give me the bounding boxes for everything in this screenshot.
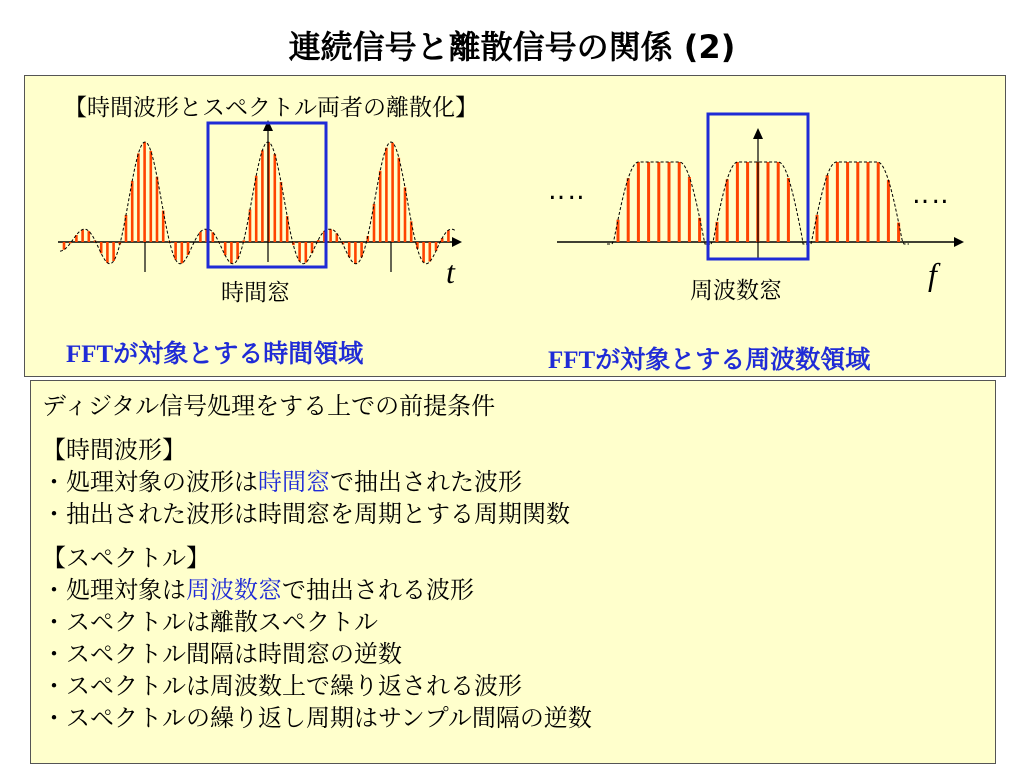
time-window-label: 時間窓 [221, 280, 290, 306]
spectrum-line-5: ・スペクトルの繰り返し周期はサンプル間隔の逆数 [42, 704, 592, 732]
spectrum-line-4: ・スペクトルは周波数上で繰り返される波形 [42, 672, 522, 700]
spectrum-line-3: ・スペクトル間隔は時間窓の逆数 [42, 640, 402, 668]
spectrum-heading: 【スペクトル】 [42, 544, 210, 572]
time-waveform-diagram [58, 120, 462, 272]
freq-window-label: 周波数窓 [690, 278, 782, 304]
fft-freq-domain-label: FFTが対象とする周波数領域 [548, 345, 871, 374]
time-line-2: ・抽出された波形は時間窓を周期とする周期関数 [42, 500, 570, 528]
freq-vertical-arrow [753, 128, 763, 139]
dots-left: ‥‥ [548, 176, 587, 206]
t-axis-label: t [446, 254, 455, 290]
top-heading: 【時間波形とスペクトル両者の離散化】 [64, 95, 478, 121]
time-axis-arrow [452, 237, 462, 247]
conditions-intro: ディジタル信号処理をする上での前提条件 [42, 392, 496, 420]
spectrum-line-2: ・スペクトルは離散スペクトル [42, 608, 378, 636]
fft-time-domain-label: FFTが対象とする時間領域 [66, 339, 364, 368]
f-axis-label: f [928, 256, 937, 292]
page-title: 連続信号と離散信号の関係 (2) [288, 28, 736, 66]
time-line-1: ・処理対象の波形は時間窓で抽出された波形 [42, 468, 522, 496]
time-heading: 【時間波形】 [42, 436, 186, 464]
freq-axis-arrow [954, 237, 964, 247]
dots-right: ‥‥ [912, 180, 951, 210]
spectrum-line-1: ・処理対象は周波数窓で抽出される波形 [42, 576, 474, 604]
spectrum-diagram [557, 114, 964, 260]
